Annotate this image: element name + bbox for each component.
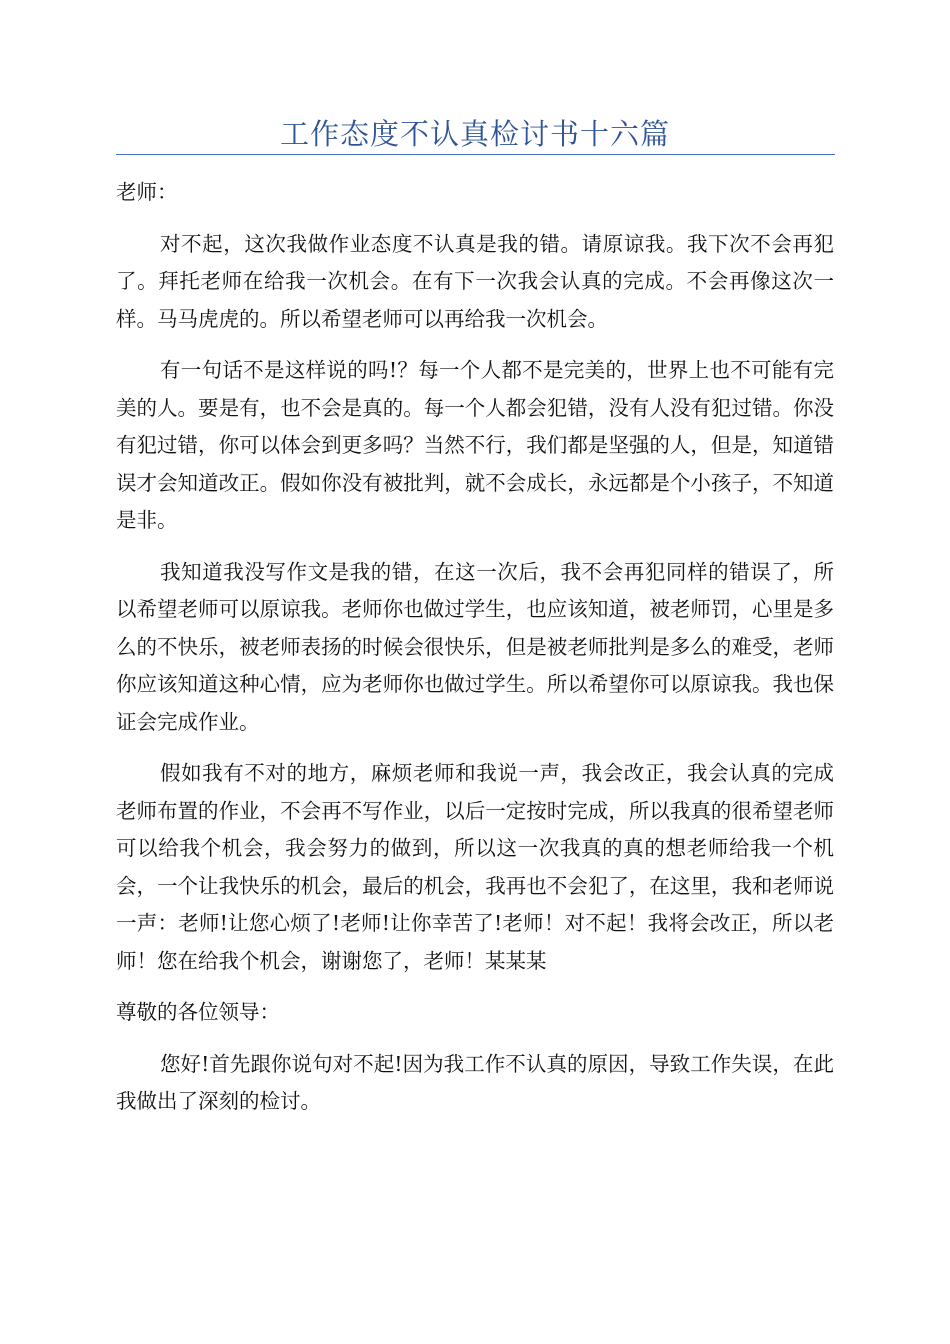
body-paragraph: 假如我有不对的地方，麻烦老师和我说一声，我会改正，我会认真的完成老师布置的作业，不会再不写作业，以后一定按时完成，所以我真的很希望老师可以给我个机会，我会努力的做到，所以这一次我真的真的想老师给我一个机会，一个让我快乐的机会，最后的机会，我再也不会犯了，在这里，我和老师说一声：老师!让您心烦了!老师!让你幸苦了!老师！对不起！我将会改正，所以老师！您在给我个机会，谢谢您了，老师！某某某: [116, 761, 834, 973]
body-paragraph: 对不起，这次我做作业态度不认真是我的错。请原谅我。我下次不会再犯了。拜托老师在给我一次机会。在有下一次我会认真的完成。不会再像这次一样。马马虎虎的。所以希望老师可以再给我一次机会。: [116, 231, 834, 331]
body-paragraph: 您好!首先跟你说句对不起!因为我工作不认真的原因，导致工作失误，在此我做出了深刻的检讨。: [116, 1051, 834, 1113]
title-underline: [116, 154, 835, 155]
body-paragraph: 我知道我没写作文是我的错，在这一次后，我不会再犯同样的错误了，所以希望老师可以原谅我。老师你也做过学生，也应该知道，被老师罚，心里是多么的不快乐，被老师表扬的时候会很快乐，但是被老师批判是多么的难受，老师你应该知道这种心情，应为老师你也做过学生。所以希望你可以原谅我。我也保证会完成作业。: [116, 559, 834, 734]
salutation-paragraph: 老师：: [116, 180, 178, 204]
document-title: 工作态度不认真检讨书十六篇: [279, 117, 670, 151]
salutation-paragraph: 尊敬的各位领导：: [116, 1000, 280, 1024]
body-paragraph: 有一句话不是这样说的吗!？每一个人都不是完美的，世界上也不可能有完美的人。要是有，也不会是真的。每一个人都会犯错，没有人没有犯过错。你没有犯过错，你可以体会到更多吗？当然不行，我们都是坚强的人，但是，知道错误才会知道改正。假如你没有被批判，就不会成长，永远都是个小孩子，不知道是非。: [116, 358, 834, 532]
document-body: [116, 174, 834, 1135]
